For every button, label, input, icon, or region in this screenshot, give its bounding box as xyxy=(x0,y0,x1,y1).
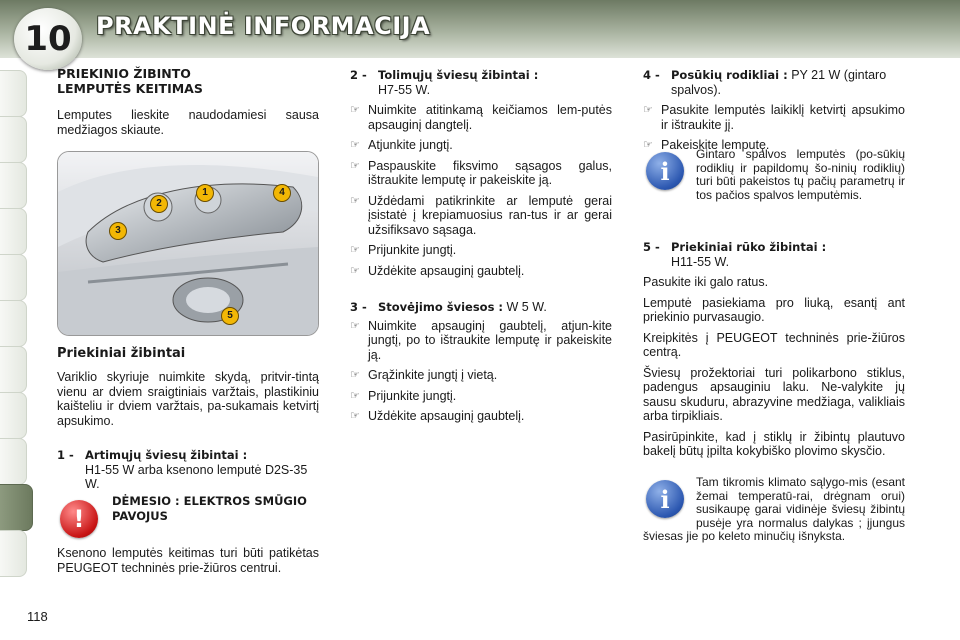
item-2-bullet: ☞ Uždėkite apsauginį gaubtelį. xyxy=(350,264,612,279)
item-4-bullet: ☞ Pakeiskite lemputę. xyxy=(643,138,905,153)
item-3 xyxy=(350,300,612,315)
item-1 xyxy=(57,448,319,492)
item-4-title: Posūkių rodikliai : xyxy=(671,68,788,82)
item-2 xyxy=(350,68,612,97)
photo-label-4: 4 xyxy=(273,184,291,202)
info-icon: i xyxy=(646,152,684,190)
subtitle-text: Variklio skyriuje nuimkite skydą, pritvir-tintą vienu ar dviem sraigtiniais varžtais, plastikiniu kaišteliu ir dviem varžtais, pa-sukamais ketvirtį apsukimo. xyxy=(57,370,319,428)
item-3-bullet: ☞ Uždėkite apsauginį gaubtelį. xyxy=(350,409,612,424)
item-5-paragraph: Lemputė pasiekiama pro liuką, esantį ant priekinio purvasaugio. xyxy=(643,295,905,324)
chapter-tab-11[interactable] xyxy=(0,530,27,577)
headlight-illustration xyxy=(58,152,318,335)
item-3-bullet: ☞ Nuimkite apsauginį gaubtelį, atjun-kite jungtį, po to ištraukite lemputę ir pakeiskite ją. xyxy=(350,319,612,363)
chapter-tabs xyxy=(0,70,34,580)
chapter-tab-8[interactable] xyxy=(0,392,27,439)
item-4-text: PY 21 W (gintaro spalvos). xyxy=(671,68,887,97)
warning-title: DĖMESIO : ELEKTROS SMŪGIO PAVOJUS xyxy=(112,494,307,523)
column-3 xyxy=(643,68,905,153)
warning-box xyxy=(112,494,312,523)
chapter-tab-2[interactable] xyxy=(0,116,27,163)
item-3-text: W 5 W. xyxy=(506,300,547,314)
item-4-number: 4 - xyxy=(643,68,660,82)
item-5-number: 5 - xyxy=(643,240,660,254)
item-2-text: H7-55 W. xyxy=(378,82,431,97)
page-number: 118 xyxy=(27,609,48,624)
headlight-photo xyxy=(57,151,319,336)
column-3-lower xyxy=(643,240,905,459)
photo-label-5: 5 xyxy=(221,307,239,325)
chapter-tab-6[interactable] xyxy=(0,300,27,347)
photo-label-1: 1 xyxy=(196,184,214,202)
item-3-number: 3 - xyxy=(350,300,367,314)
chapter-tab-4[interactable] xyxy=(0,208,27,255)
item-5-text: H11-55 W. xyxy=(671,254,730,269)
item-5-paragraph: Kreipkitės į PEUGEOT techninės prie-žiūros centrą. xyxy=(643,330,905,359)
item-1-number: 1 - xyxy=(57,448,74,462)
item-4 xyxy=(643,68,905,97)
info-note-2 xyxy=(643,476,905,544)
chapter-tab-3[interactable] xyxy=(0,162,27,209)
warning-text: Ksenono lemputės keitimas turi būti patikėtas PEUGEOT techninės prie-žiūros centrui. xyxy=(57,546,319,575)
item-1-text: H1-55 W arba ksenono lemputė D2S-35 W. xyxy=(85,462,308,491)
item-2-bullet: ☞ Nuimkite atitinkamą keičiamos lem-putės apsauginį dangtelį. xyxy=(350,103,612,132)
item-3-bullet: ☞ Grąžinkite jungtį į vietą. xyxy=(350,368,612,383)
item-2-bullet: ☞ Paspauskite fiksvimo sąsagos galus, ištraukite lemputę ir pakeiskite ją. xyxy=(350,159,612,188)
item-5 xyxy=(643,240,905,269)
item-5-title: Priekiniai rūko žibintai : xyxy=(671,240,827,254)
chapter-tab-10[interactable] xyxy=(0,484,33,531)
item-5-paragraph: Pasirūpinkite, kad į stiklų ir žibintų plautuvo bakelį būtų įpilta kokybiško plovimo skysčio. xyxy=(643,429,905,458)
subtitle-front-lights: Priekiniai žibintai xyxy=(57,346,186,361)
chapter-tab-7[interactable] xyxy=(0,346,27,393)
item-2-bullet: ☞ Prijunkite jungtį. xyxy=(350,243,612,258)
section-title: PRIEKINIO ŽIBINTO LEMPUTĖS KEITIMAS xyxy=(57,66,203,96)
item-5-paragraph: Pasukite iki galo ratus. xyxy=(643,275,769,289)
column-2 xyxy=(350,68,612,424)
item-5-paragraph: Šviesų prožektoriai turi polikarbono stiklus, padengus apsauginiu laku. Ne-valykite jų sausu skuduru, abrazyvine medžiaga, valikliais arba tirpikliais. xyxy=(643,365,905,423)
info-note-1 xyxy=(643,148,905,202)
item-1-title: Artimųjų šviesų žibintai : xyxy=(85,448,248,462)
item-3-bullet: ☞ Prijunkite jungtį. xyxy=(350,389,612,404)
item-4-bullet: ☞ Pasukite lemputės laikiklį ketvirtį apsukimo ir ištraukite jį. xyxy=(643,103,905,132)
item-2-number: 2 - xyxy=(350,68,367,82)
photo-label-2: 2 xyxy=(150,195,168,213)
warning-icon: ! xyxy=(60,500,98,538)
chapter-number-badge: 10 xyxy=(14,8,82,70)
photo-label-3: 3 xyxy=(109,222,127,240)
chapter-tab-9[interactable] xyxy=(0,438,27,485)
item-2-bullet: ☞ Atjunkite jungtį. xyxy=(350,138,612,153)
item-2-title: Tolimųjų šviesų žibintai : xyxy=(378,68,539,82)
chapter-tab-1[interactable] xyxy=(0,70,27,117)
column-1-lower xyxy=(57,346,319,492)
info-note-1-text: Gintaro spalvos lemputės (po-sūkių rodiklių ir papildomų šo-ninių rodiklių) turi būti pakeistos tų pačių parametrų ir tos pačios spalvos lemputėmis. xyxy=(696,147,905,202)
item-3-title: Stovėjimo šviesos : xyxy=(378,300,504,314)
chapter-tab-5[interactable] xyxy=(0,254,27,301)
page-title: PRAKTINĖ INFORMACIJA xyxy=(96,12,431,40)
item-2-bullet: ☞ Uždėdami patikrinkite ar lemputė gerai įsistatė į krepiamuosius ran-tus ir ar gerai užsifiksavo sąsaga. xyxy=(350,194,612,238)
info-icon: i xyxy=(646,480,684,518)
column-1 xyxy=(57,66,319,137)
info-note-2-text: Tam tikromis klimato sąlygo-mis (esant žemai temperatū-rai, drėgnam orui) susikaupę garai vidinėje šviesų žibintų pusėje yra normalus dalykas ; įjungus šviesas jie po keleto minučių išnyksta. xyxy=(643,475,905,543)
intro-text: Lemputes lieskite naudodamiesi sausa medžiagos skiaute. xyxy=(57,108,319,137)
